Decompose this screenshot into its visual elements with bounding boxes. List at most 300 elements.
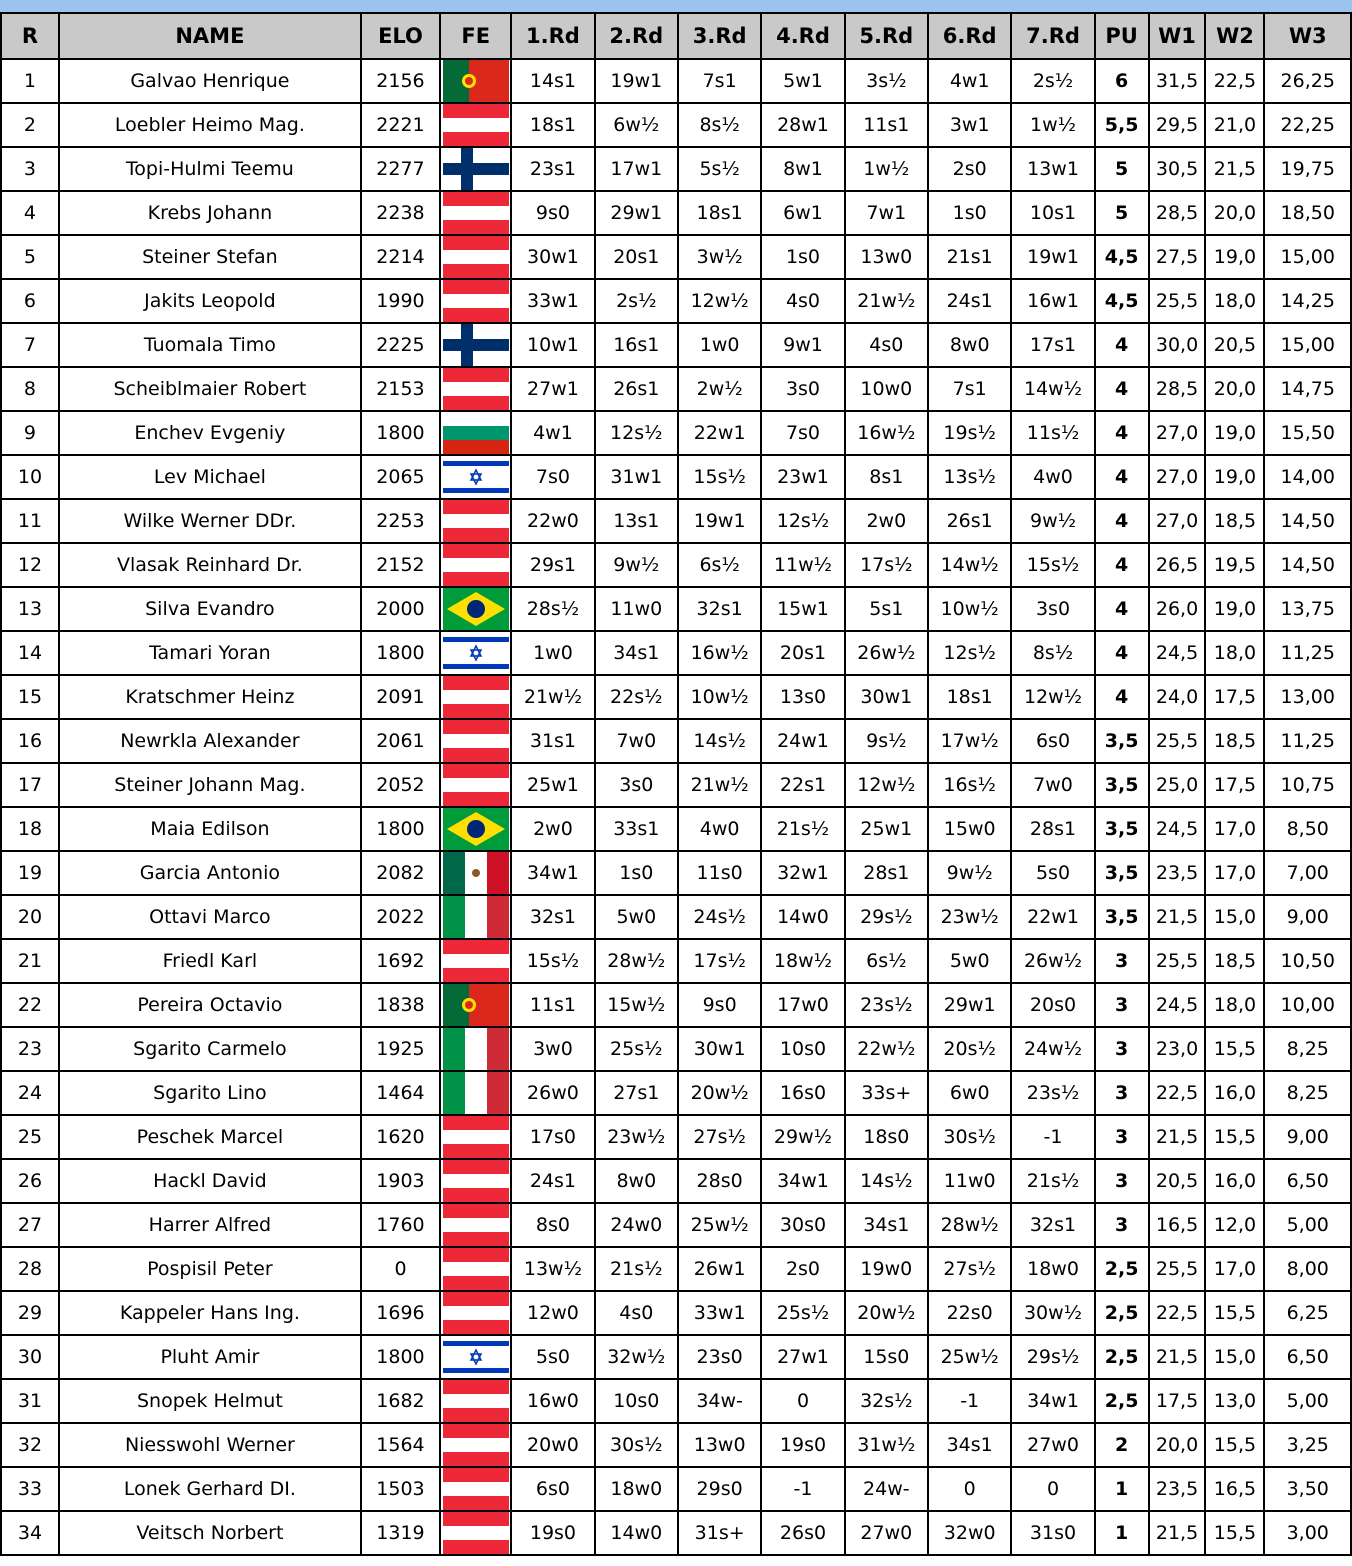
- col-header-round-4[interactable]: 4.Rd: [761, 13, 844, 59]
- w1-cell: 16,5: [1149, 1203, 1206, 1247]
- round-6-cell: 15w0: [928, 807, 1011, 851]
- round-4-cell: 20s1: [761, 631, 844, 675]
- round-2-cell: 23w½: [595, 1115, 678, 1159]
- round-5-cell: 19w0: [845, 1247, 928, 1291]
- round-7-cell: 28s1: [1011, 807, 1094, 851]
- elo-cell: 1564: [361, 1423, 440, 1467]
- table-row: [1, 1027, 1351, 1071]
- table-row: [1, 587, 1351, 631]
- table-row: [1, 1247, 1351, 1291]
- round-5-cell: 25w1: [845, 807, 928, 851]
- round-1-cell: 5s0: [511, 1335, 594, 1379]
- w3-cell: 3,00: [1264, 1511, 1351, 1555]
- ranking-table: [0, 12, 1352, 1556]
- round-7-cell: 7w0: [1011, 763, 1094, 807]
- austria-flag-icon: [441, 720, 510, 762]
- points-cell: 3: [1095, 1203, 1149, 1247]
- round-4-cell: 21s½: [761, 807, 844, 851]
- elo-cell: 1503: [361, 1467, 440, 1511]
- col-header-w2[interactable]: W2: [1205, 13, 1264, 59]
- federation-cell: [440, 103, 511, 147]
- w3-cell: 14,50: [1264, 499, 1351, 543]
- w1-cell: 27,0: [1149, 499, 1206, 543]
- round-1-cell: 30w1: [511, 235, 594, 279]
- round-3-cell: 27s½: [678, 1115, 761, 1159]
- col-header-round-5[interactable]: 5.Rd: [845, 13, 928, 59]
- w2-cell: 15,5: [1205, 1115, 1264, 1159]
- federation-cell: [440, 1159, 511, 1203]
- round-6-cell: 26s1: [928, 499, 1011, 543]
- w3-cell: 15,50: [1264, 411, 1351, 455]
- elo-cell: 2061: [361, 719, 440, 763]
- elo-cell: 1760: [361, 1203, 440, 1247]
- federation-cell: [440, 587, 511, 631]
- federation-cell: [440, 367, 511, 411]
- round-2-cell: 11w0: [595, 587, 678, 631]
- rank-cell: 8: [1, 367, 59, 411]
- round-3-cell: 9s0: [678, 983, 761, 1027]
- federation-cell: [440, 323, 511, 367]
- rank-cell: 28: [1, 1247, 59, 1291]
- rank-cell: 24: [1, 1071, 59, 1115]
- round-4-cell: 18w½: [761, 939, 844, 983]
- round-1-cell: 7s0: [511, 455, 594, 499]
- elo-cell: 2277: [361, 147, 440, 191]
- w2-cell: 19,0: [1205, 411, 1264, 455]
- round-2-cell: 17w1: [595, 147, 678, 191]
- rank-cell: 7: [1, 323, 59, 367]
- points-cell: 4: [1095, 543, 1149, 587]
- round-4-cell: 34w1: [761, 1159, 844, 1203]
- points-cell: 2,5: [1095, 1291, 1149, 1335]
- w2-cell: 13,0: [1205, 1379, 1264, 1423]
- round-6-cell: 7s1: [928, 367, 1011, 411]
- rank-cell: 26: [1, 1159, 59, 1203]
- w1-cell: 24,5: [1149, 983, 1206, 1027]
- col-header-name[interactable]: NAME: [59, 13, 361, 59]
- round-6-cell: 4w1: [928, 59, 1011, 103]
- round-6-cell: 1s0: [928, 191, 1011, 235]
- table-row: [1, 1511, 1351, 1555]
- rank-cell: 31: [1, 1379, 59, 1423]
- federation-cell: [440, 455, 511, 499]
- col-header-round-3[interactable]: 3.Rd: [678, 13, 761, 59]
- round-4-cell: 23w1: [761, 455, 844, 499]
- player-name-cell: Garcia Antonio: [59, 851, 361, 895]
- elo-cell: 1990: [361, 279, 440, 323]
- finland-flag-icon: [441, 324, 510, 366]
- round-7-cell: 6s0: [1011, 719, 1094, 763]
- mexico-flag-icon: [441, 852, 510, 894]
- w3-cell: 5,00: [1264, 1379, 1351, 1423]
- w2-cell: 19,0: [1205, 455, 1264, 499]
- col-header-w3[interactable]: W3: [1264, 13, 1351, 59]
- rank-cell: 32: [1, 1423, 59, 1467]
- round-3-cell: 11s0: [678, 851, 761, 895]
- elo-cell: 1800: [361, 631, 440, 675]
- federation-cell: [440, 59, 511, 103]
- round-7-cell: 4w0: [1011, 455, 1094, 499]
- round-6-cell: -1: [928, 1379, 1011, 1423]
- w3-cell: 14,25: [1264, 279, 1351, 323]
- table-row: [1, 1291, 1351, 1335]
- round-6-cell: 0: [928, 1467, 1011, 1511]
- federation-cell: [440, 1467, 511, 1511]
- col-header-round-6[interactable]: 6.Rd: [928, 13, 1011, 59]
- table-row: [1, 367, 1351, 411]
- w2-cell: 18,5: [1205, 499, 1264, 543]
- elo-cell: 1800: [361, 411, 440, 455]
- round-3-cell: 3w½: [678, 235, 761, 279]
- player-name-cell: Vlasak Reinhard Dr.: [59, 543, 361, 587]
- round-3-cell: 23s0: [678, 1335, 761, 1379]
- round-1-cell: 24s1: [511, 1159, 594, 1203]
- round-1-cell: 27w1: [511, 367, 594, 411]
- w3-cell: 10,00: [1264, 983, 1351, 1027]
- rank-cell: 10: [1, 455, 59, 499]
- round-1-cell: 6s0: [511, 1467, 594, 1511]
- points-cell: 2,5: [1095, 1379, 1149, 1423]
- points-cell: 2: [1095, 1423, 1149, 1467]
- w3-cell: 13,00: [1264, 675, 1351, 719]
- table-row: [1, 851, 1351, 895]
- round-6-cell: 21s1: [928, 235, 1011, 279]
- w2-cell: 21,5: [1205, 147, 1264, 191]
- player-name-cell: Steiner Johann Mag.: [59, 763, 361, 807]
- round-5-cell: 16w½: [845, 411, 928, 455]
- elo-cell: 1903: [361, 1159, 440, 1203]
- round-6-cell: 32w0: [928, 1511, 1011, 1555]
- points-cell: 3,5: [1095, 763, 1149, 807]
- round-6-cell: 13s½: [928, 455, 1011, 499]
- round-7-cell: 24w½: [1011, 1027, 1094, 1071]
- points-cell: 5: [1095, 191, 1149, 235]
- round-7-cell: 15s½: [1011, 543, 1094, 587]
- points-cell: 2,5: [1095, 1335, 1149, 1379]
- w1-cell: 30,5: [1149, 147, 1206, 191]
- round-4-cell: 0: [761, 1379, 844, 1423]
- w1-cell: 28,5: [1149, 367, 1206, 411]
- round-4-cell: 14w0: [761, 895, 844, 939]
- round-7-cell: 31s0: [1011, 1511, 1094, 1555]
- round-5-cell: 14s½: [845, 1159, 928, 1203]
- israel-flag-icon: [441, 632, 510, 674]
- round-3-cell: 25w½: [678, 1203, 761, 1247]
- round-7-cell: 9w½: [1011, 499, 1094, 543]
- round-4-cell: 4s0: [761, 279, 844, 323]
- round-4-cell: 5w1: [761, 59, 844, 103]
- round-2-cell: 22s½: [595, 675, 678, 719]
- player-name-cell: Galvao Henrique: [59, 59, 361, 103]
- round-5-cell: 5s1: [845, 587, 928, 631]
- w1-cell: 25,5: [1149, 719, 1206, 763]
- col-header-round-1[interactable]: 1.Rd: [511, 13, 594, 59]
- round-6-cell: 34s1: [928, 1423, 1011, 1467]
- round-6-cell: 8w0: [928, 323, 1011, 367]
- w2-cell: 18,5: [1205, 939, 1264, 983]
- round-6-cell: 11w0: [928, 1159, 1011, 1203]
- w2-cell: 16,0: [1205, 1071, 1264, 1115]
- points-cell: 3: [1095, 1159, 1149, 1203]
- player-name-cell: Sgarito Lino: [59, 1071, 361, 1115]
- federation-cell: [440, 279, 511, 323]
- elo-cell: 2238: [361, 191, 440, 235]
- austria-flag-icon: [441, 1424, 510, 1466]
- table-row: [1, 895, 1351, 939]
- austria-flag-icon: [441, 192, 510, 234]
- round-5-cell: 28s1: [845, 851, 928, 895]
- round-2-cell: 29w1: [595, 191, 678, 235]
- w1-cell: 20,0: [1149, 1423, 1206, 1467]
- rank-cell: 3: [1, 147, 59, 191]
- round-3-cell: 31s+: [678, 1511, 761, 1555]
- rank-cell: 18: [1, 807, 59, 851]
- round-5-cell: 22w½: [845, 1027, 928, 1071]
- player-name-cell: Jakits Leopold: [59, 279, 361, 323]
- w1-cell: 24,5: [1149, 631, 1206, 675]
- elo-cell: 2022: [361, 895, 440, 939]
- player-name-cell: Steiner Stefan: [59, 235, 361, 279]
- w2-cell: 16,0: [1205, 1159, 1264, 1203]
- points-cell: 4: [1095, 455, 1149, 499]
- round-4-cell: 26s0: [761, 1511, 844, 1555]
- round-1-cell: 20w0: [511, 1423, 594, 1467]
- col-header-federation[interactable]: FE: [440, 13, 511, 59]
- w1-cell: 24,5: [1149, 807, 1206, 851]
- round-5-cell: 13w0: [845, 235, 928, 279]
- w1-cell: 25,5: [1149, 1247, 1206, 1291]
- points-cell: 1: [1095, 1467, 1149, 1511]
- round-3-cell: 20w½: [678, 1071, 761, 1115]
- w2-cell: 16,5: [1205, 1467, 1264, 1511]
- w2-cell: 17,0: [1205, 851, 1264, 895]
- round-2-cell: 34s1: [595, 631, 678, 675]
- round-2-cell: 28w½: [595, 939, 678, 983]
- federation-cell: [440, 1115, 511, 1159]
- round-2-cell: 31w1: [595, 455, 678, 499]
- rank-cell: 2: [1, 103, 59, 147]
- table-row: [1, 1115, 1351, 1159]
- w1-cell: 26,5: [1149, 543, 1206, 587]
- federation-cell: [440, 1203, 511, 1247]
- federation-cell: [440, 939, 511, 983]
- round-7-cell: 16w1: [1011, 279, 1094, 323]
- round-1-cell: 18s1: [511, 103, 594, 147]
- w1-cell: 20,5: [1149, 1159, 1206, 1203]
- round-7-cell: 34w1: [1011, 1379, 1094, 1423]
- table-row: [1, 1071, 1351, 1115]
- table-row: [1, 675, 1351, 719]
- w1-cell: 17,5: [1149, 1379, 1206, 1423]
- federation-cell: [440, 719, 511, 763]
- table-row: [1, 103, 1351, 147]
- table-row: [1, 543, 1351, 587]
- rank-cell: 16: [1, 719, 59, 763]
- w2-cell: 17,0: [1205, 1247, 1264, 1291]
- federation-cell: [440, 851, 511, 895]
- player-name-cell: Topi-Hulmi Teemu: [59, 147, 361, 191]
- player-name-cell: Tamari Yoran: [59, 631, 361, 675]
- elo-cell: 1682: [361, 1379, 440, 1423]
- table-row: [1, 1379, 1351, 1423]
- col-header-w1[interactable]: W1: [1149, 13, 1206, 59]
- player-name-cell: Newrkla Alexander: [59, 719, 361, 763]
- col-header-elo[interactable]: ELO: [361, 13, 440, 59]
- round-2-cell: 16s1: [595, 323, 678, 367]
- round-3-cell: 5s½: [678, 147, 761, 191]
- round-4-cell: 19s0: [761, 1423, 844, 1467]
- round-3-cell: 10w½: [678, 675, 761, 719]
- points-cell: 6: [1095, 59, 1149, 103]
- rank-cell: 27: [1, 1203, 59, 1247]
- round-7-cell: 27w0: [1011, 1423, 1094, 1467]
- round-3-cell: 21w½: [678, 763, 761, 807]
- round-1-cell: 26w0: [511, 1071, 594, 1115]
- rank-cell: 4: [1, 191, 59, 235]
- player-name-cell: Krebs Johann: [59, 191, 361, 235]
- round-3-cell: 2w½: [678, 367, 761, 411]
- player-name-cell: Pluht Amir: [59, 1335, 361, 1379]
- round-1-cell: 12w0: [511, 1291, 594, 1335]
- round-3-cell: 24s½: [678, 895, 761, 939]
- round-4-cell: -1: [761, 1467, 844, 1511]
- federation-cell: [440, 1291, 511, 1335]
- round-6-cell: 14w½: [928, 543, 1011, 587]
- elo-cell: 1800: [361, 807, 440, 851]
- w3-cell: 14,75: [1264, 367, 1351, 411]
- points-cell: 2,5: [1095, 1247, 1149, 1291]
- w2-cell: 21,0: [1205, 103, 1264, 147]
- table-row: [1, 763, 1351, 807]
- elo-cell: 2091: [361, 675, 440, 719]
- elo-cell: 2052: [361, 763, 440, 807]
- w3-cell: 15,00: [1264, 323, 1351, 367]
- round-5-cell: 1w½: [845, 147, 928, 191]
- rank-cell: 14: [1, 631, 59, 675]
- round-3-cell: 32s1: [678, 587, 761, 631]
- table-row: [1, 719, 1351, 763]
- round-2-cell: 1s0: [595, 851, 678, 895]
- col-header-points[interactable]: PU: [1095, 13, 1149, 59]
- round-6-cell: 30s½: [928, 1115, 1011, 1159]
- round-6-cell: 25w½: [928, 1335, 1011, 1379]
- w1-cell: 21,5: [1149, 895, 1206, 939]
- elo-cell: 2000: [361, 587, 440, 631]
- col-header-round-2[interactable]: 2.Rd: [595, 13, 678, 59]
- elo-cell: 2225: [361, 323, 440, 367]
- round-1-cell: 33w1: [511, 279, 594, 323]
- player-name-cell: Silva Evandro: [59, 587, 361, 631]
- portugal-flag-icon: [441, 60, 510, 102]
- round-7-cell: 26w½: [1011, 939, 1094, 983]
- round-2-cell: 6w½: [595, 103, 678, 147]
- rank-cell: 11: [1, 499, 59, 543]
- round-4-cell: 27w1: [761, 1335, 844, 1379]
- round-7-cell: 3s0: [1011, 587, 1094, 631]
- w1-cell: 25,5: [1149, 279, 1206, 323]
- round-5-cell: 30w1: [845, 675, 928, 719]
- player-name-cell: Wilke Werner DDr.: [59, 499, 361, 543]
- round-5-cell: 10w0: [845, 367, 928, 411]
- player-name-cell: Kratschmer Heinz: [59, 675, 361, 719]
- w3-cell: 8,25: [1264, 1027, 1351, 1071]
- w1-cell: 22,5: [1149, 1071, 1206, 1115]
- bulgaria-flag-icon: [441, 412, 510, 454]
- col-header-rank[interactable]: R: [1, 13, 59, 59]
- round-4-cell: 9w1: [761, 323, 844, 367]
- w2-cell: 20,5: [1205, 323, 1264, 367]
- w1-cell: 25,5: [1149, 939, 1206, 983]
- round-5-cell: 27w0: [845, 1511, 928, 1555]
- round-1-cell: 8s0: [511, 1203, 594, 1247]
- austria-flag-icon: [441, 1248, 510, 1290]
- round-3-cell: 8s½: [678, 103, 761, 147]
- round-1-cell: 9s0: [511, 191, 594, 235]
- austria-flag-icon: [441, 1292, 510, 1334]
- w3-cell: 18,50: [1264, 191, 1351, 235]
- points-cell: 5: [1095, 147, 1149, 191]
- round-6-cell: 16s½: [928, 763, 1011, 807]
- w3-cell: 6,50: [1264, 1159, 1351, 1203]
- w2-cell: 15,5: [1205, 1511, 1264, 1555]
- rank-cell: 21: [1, 939, 59, 983]
- w2-cell: 15,0: [1205, 1335, 1264, 1379]
- w2-cell: 15,5: [1205, 1291, 1264, 1335]
- round-3-cell: 16w½: [678, 631, 761, 675]
- round-3-cell: 17s½: [678, 939, 761, 983]
- w1-cell: 21,5: [1149, 1115, 1206, 1159]
- round-7-cell: 20s0: [1011, 983, 1094, 1027]
- w3-cell: 9,00: [1264, 1115, 1351, 1159]
- round-6-cell: 28w½: [928, 1203, 1011, 1247]
- round-1-cell: 17s0: [511, 1115, 594, 1159]
- round-5-cell: 21w½: [845, 279, 928, 323]
- rank-cell: 1: [1, 59, 59, 103]
- player-name-cell: Kappeler Hans Ing.: [59, 1291, 361, 1335]
- col-header-round-7[interactable]: 7.Rd: [1011, 13, 1094, 59]
- round-2-cell: 2s½: [595, 279, 678, 323]
- round-1-cell: 2w0: [511, 807, 594, 851]
- w3-cell: 22,25: [1264, 103, 1351, 147]
- round-3-cell: 33w1: [678, 1291, 761, 1335]
- w2-cell: 18,0: [1205, 631, 1264, 675]
- round-4-cell: 7s0: [761, 411, 844, 455]
- table-row: [1, 147, 1351, 191]
- finland-flag-icon: [441, 148, 510, 190]
- round-3-cell: 13w0: [678, 1423, 761, 1467]
- austria-flag-icon: [441, 676, 510, 718]
- ranking-table-body: [1, 59, 1351, 1555]
- w3-cell: 5,00: [1264, 1203, 1351, 1247]
- round-4-cell: 10s0: [761, 1027, 844, 1071]
- round-7-cell: 19w1: [1011, 235, 1094, 279]
- elo-cell: 2156: [361, 59, 440, 103]
- round-5-cell: 29s½: [845, 895, 928, 939]
- round-4-cell: 16s0: [761, 1071, 844, 1115]
- header-row: [1, 13, 1351, 59]
- points-cell: 4: [1095, 499, 1149, 543]
- table-row: [1, 983, 1351, 1027]
- elo-cell: 1800: [361, 1335, 440, 1379]
- w1-cell: 26,0: [1149, 587, 1206, 631]
- points-cell: 3,5: [1095, 895, 1149, 939]
- federation-cell: [440, 1379, 511, 1423]
- portugal-flag-icon: [441, 984, 510, 1026]
- w1-cell: 21,5: [1149, 1335, 1206, 1379]
- round-1-cell: 25w1: [511, 763, 594, 807]
- round-3-cell: 1w0: [678, 323, 761, 367]
- player-name-cell: Ottavi Marco: [59, 895, 361, 939]
